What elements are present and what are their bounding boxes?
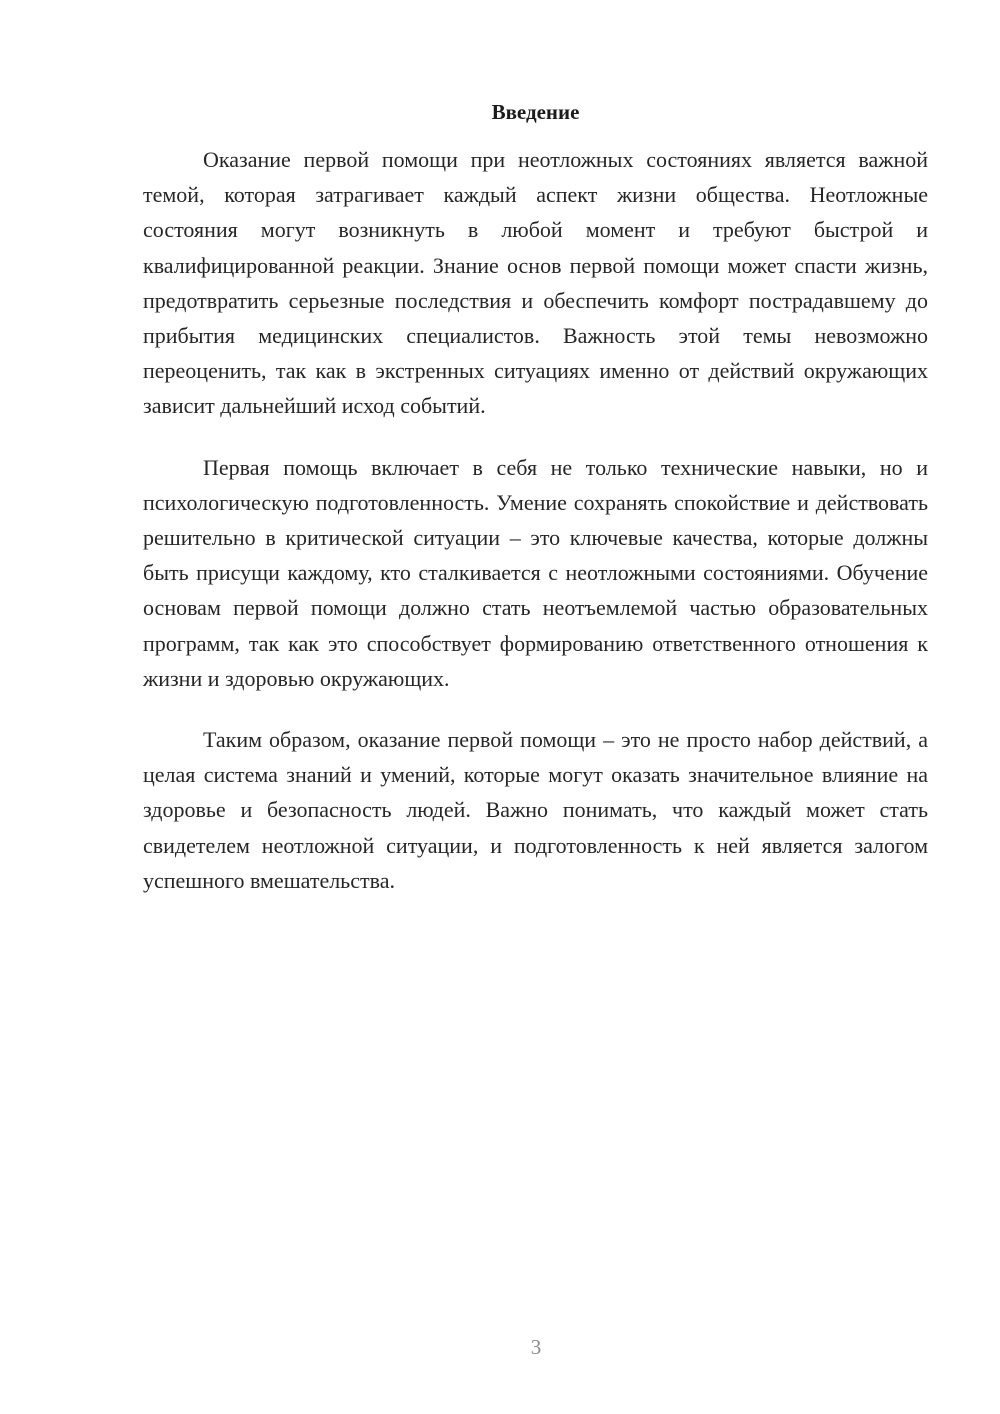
body-text (143, 142, 928, 924)
paragraph-2: Первая помощь включает в себя не только технические навыки, но и психологическую подготовленность. Умение сохранять спокойствие и действовать решительно в критической ситуации – это ключевые качества, которые должны быть присущи каждому, кто сталкивается с неотложными состояниями. Обучение основам первой помощи должно стать неотъемлемой частью образовательных программ, так как это способствует формированию ответственного отношения к жизни и здоровью окружающих. (143, 454, 928, 691)
section-heading: Введение (491, 100, 580, 124)
paragraph-3: Таким образом, оказание первой помощи – это не просто набор действий, а целая система знаний и умений, которые могут оказать значительное влияние на здоровье и безопасность людей. Важно понимать, что каждый может стать свидетелем неотложной ситуации, и подготовленность к ней является залогом успешного вмешательства. (143, 727, 928, 893)
paragraph-1: Оказание первой помощи при неотложных состояниях является важной темой, которая затрагивает каждый аспект жизни общества. Неотложные состояния могут возникнуть в любой момент и требуют быстрой и квалифицированной реакции. Знание основ первой помощи может спасти жизнь, предотвратить серьезные последствия и обеспечить комфорт пострадавшему до прибытия медицинских специалистов. Важность этой темы невозможно переоценить, так как в экстренных ситуациях именно от действий окружающих зависит дальнейший исход событий. (143, 147, 928, 419)
page-number: 3 (530, 1335, 542, 1359)
